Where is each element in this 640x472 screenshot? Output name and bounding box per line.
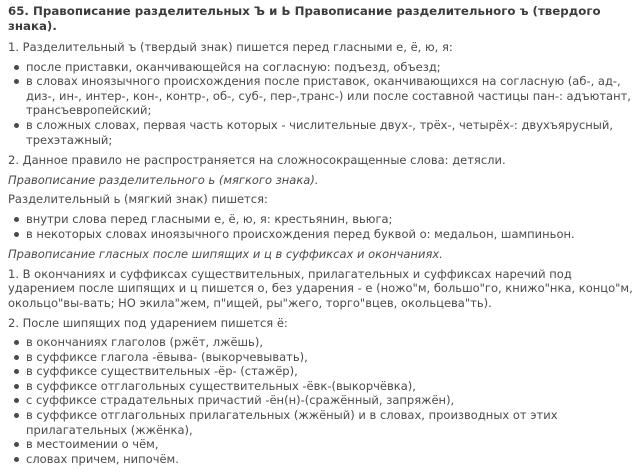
hard-sign-list xyxy=(8,60,636,148)
list-item: в словах иноязычного происхождения после приставок, оканчивающихся на согласную (аб-, ад-, диз-, ин-, интер-, кон-, контр-, об-, суб-, пер-,транс-) или после составной частицы пан-: адъютант, трансъевропейский; xyxy=(14,74,636,118)
rule-vowels-1: 1. В окончаниях и суффиксах существительных, прилагательных и суффиксах наречий под ударением после шипящих и ц пишется о, без ударения - е (ножо"м, большо"го, книжо"нка, концо"м, окольцо"вы-вать; НО экила"жем, п"ищей, ры"жего, торго"вцев, окольцева"ть). xyxy=(8,266,633,310)
section-heading-soft-sign: Правописание разделительного ь (мягкого знака). xyxy=(8,172,319,187)
article xyxy=(8,4,636,472)
list-item: в суффиксе отглагольных прилагательных (жжёный) и в словах, производных от этих прилагательных (жжёнка), xyxy=(14,408,636,437)
rule-vowels-2: 2. После шипящих под ударением пишется ё: xyxy=(8,315,288,330)
list-item: с суффиксе страдательных причастий -ён(н)-(сражённый, запряжён), xyxy=(14,393,636,408)
list-item: в окончаниях глаголов (ржёт, лжёшь), xyxy=(14,335,636,350)
list-item: в местоимении о чём, xyxy=(14,437,636,452)
section-heading-vowels: Правописание гласных после шипящих и ц в суффиксах и окончаниях. xyxy=(8,247,443,262)
list-item: в некоторых словах иноязычного происхождения перед буквой о: медальон, шампиньон. xyxy=(14,227,636,242)
list-item: в сложных словах, первая часть которых - числительные двух-, трёх-, четырёх-: двухъярусный, трехэтажный; xyxy=(14,118,636,147)
list-item: в суффиксе глагола -ёвыва- (выкорчевывать), xyxy=(14,350,636,365)
soft-sign-list xyxy=(8,212,636,241)
article-title: 65. Правописание разделительных Ъ и Ь Правописание разделительного ъ (твердого знака). xyxy=(8,4,601,33)
vowels-list xyxy=(8,335,636,466)
rule-hard-sign-exception: 2. Данное правило не распространяется на сложносокращенные слова: детясли. xyxy=(8,153,506,168)
list-item: в суффиксе отглагольных существительных -ёвк-(выкорчёвка), xyxy=(14,379,636,394)
rule-soft-sign-intro: Разделительный ь (мягкий знак) пишется: xyxy=(8,192,268,207)
list-item: после приставки, оканчивающейся на согласную: подъезд, объезд; xyxy=(14,60,636,75)
list-item: словах причем, нипочём. xyxy=(14,452,636,467)
list-item: внутри слова перед гласными е, ё, ю, я: крестьянин, вьюга; xyxy=(14,212,636,227)
rule-hard-sign-intro: 1. Разделительный ъ (твердый знак) пишется перед гласными е, ё, ю, я: xyxy=(8,40,453,54)
list-item: в суффиксе существительных -ёр- (стажёр), xyxy=(14,364,636,379)
